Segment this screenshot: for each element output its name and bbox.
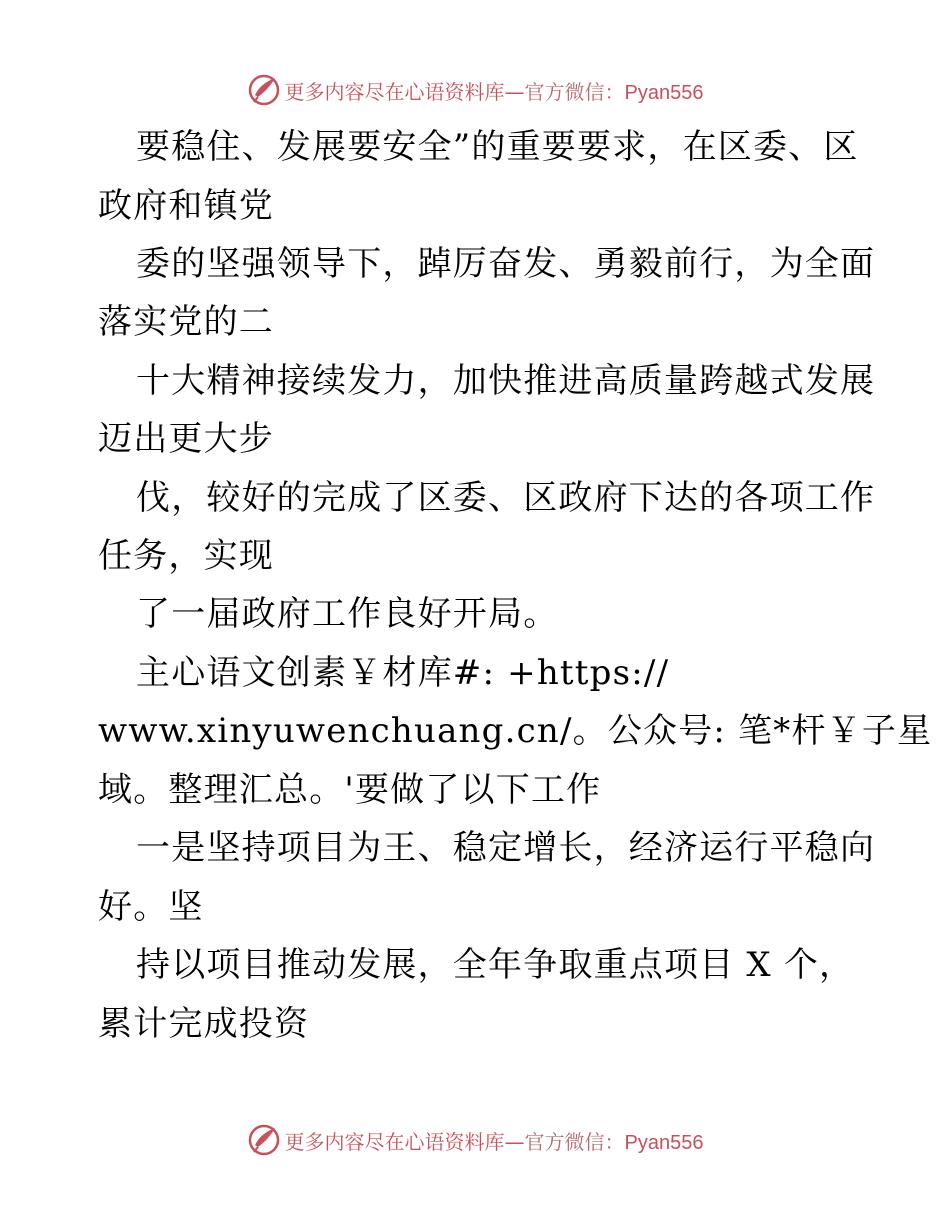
text-line: 委的坚强领导下，踔厉奋发、勇毅前行，为全面 <box>136 244 876 284</box>
watermark-text <box>285 1126 704 1155</box>
text-line: 主心语文创素￥材库#: +https:// <box>136 653 670 693</box>
watermark-wechat-label: 官方微信： <box>524 79 625 104</box>
watermark-main: 更多内容尽在心语资料库 <box>284 79 505 104</box>
watermark-text <box>285 76 704 105</box>
watermark-dash: — <box>504 79 525 104</box>
text-line: 伐，较好的完成了区委、区政府下达的各项工作 <box>136 478 876 518</box>
watermark-dash: — <box>504 1129 525 1154</box>
quill-pen-logo-icon <box>247 73 281 107</box>
header-watermark <box>0 70 950 110</box>
text-line: 任务，实现 <box>98 536 274 576</box>
text-line: 政府和镇党 <box>98 186 274 226</box>
text-line: 要稳住、发展要安全”的重要要求，在区委、区 <box>136 127 859 167</box>
watermark-wechat-label: 官方微信： <box>524 1129 625 1154</box>
text-line: www.xinyuwenchuang.cn/。公众号: 笔*杆￥子星 <box>98 711 933 751</box>
text-line: 好。坚 <box>98 887 204 927</box>
text-line: 域。整理汇总。'要做了以下工作 <box>98 770 602 810</box>
text-line: 了一届政府工作良好开局。 <box>136 594 559 634</box>
quill-pen-logo-icon <box>247 1123 281 1157</box>
text-line: 累计完成投资 <box>98 1004 310 1044</box>
watermark-wechat-id: Pyan556 <box>624 81 704 104</box>
watermark-main: 更多内容尽在心语资料库 <box>284 1129 505 1154</box>
text-line: 持以项目推动发展，全年争取重点项目 X 个， <box>136 945 855 985</box>
text-line: 落实党的二 <box>98 302 274 342</box>
text-line: 十大精神接续发力，加快推进高质量跨越式发展 <box>136 361 876 401</box>
watermark-wechat-id: Pyan556 <box>624 1131 704 1154</box>
text-line: 迈出更大步 <box>98 419 274 459</box>
text-line: 一是坚持项目为王、稳定增长，经济运行平稳向 <box>136 828 876 868</box>
footer-watermark <box>0 1120 950 1160</box>
